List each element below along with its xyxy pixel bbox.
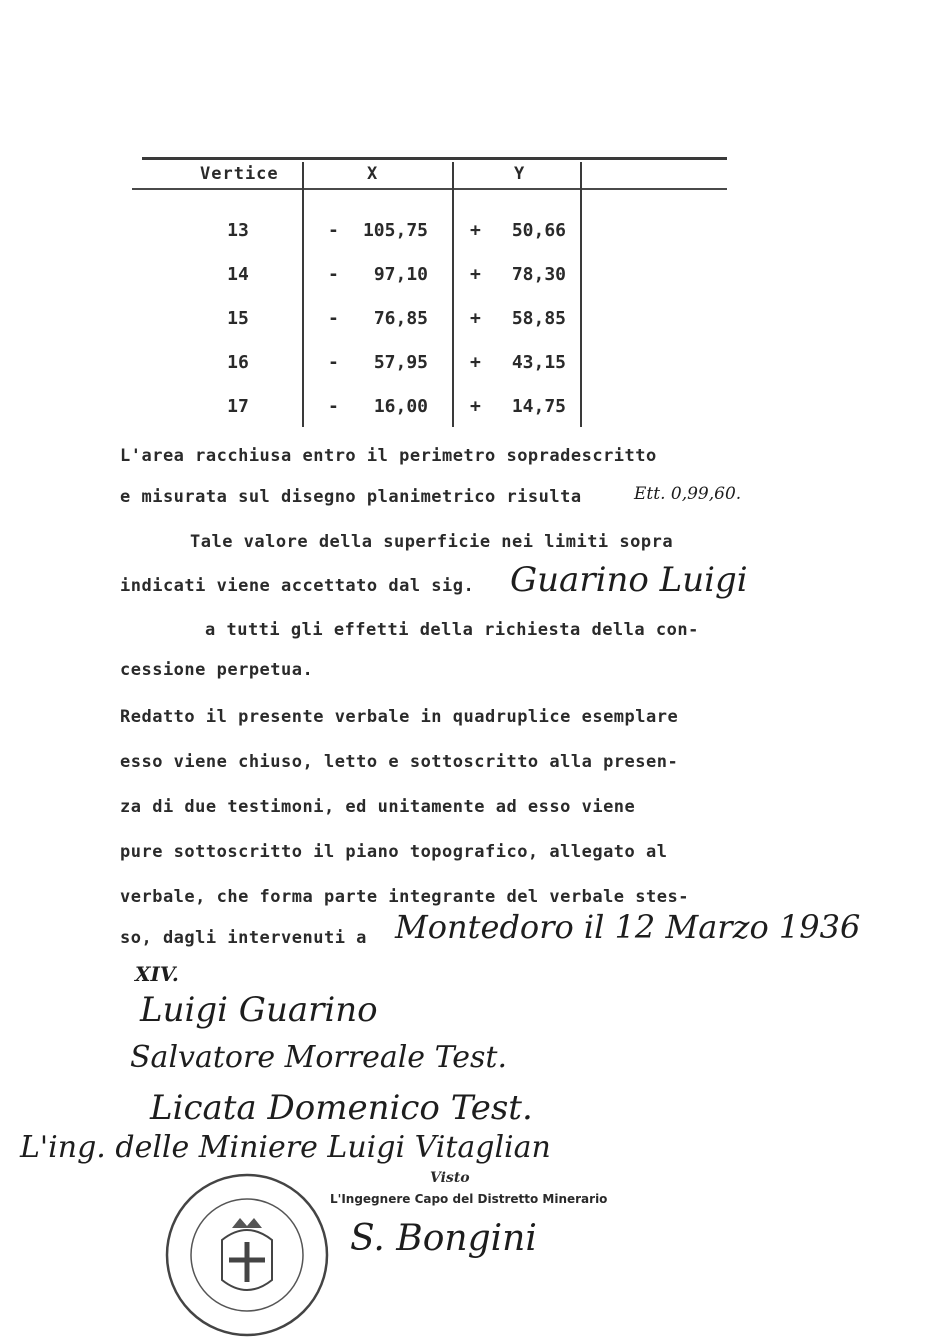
cell-y-sign: + (470, 396, 481, 417)
body-line: pure sottoscritto il piano topografico, allegato al (120, 842, 668, 862)
cell-y-sign: + (470, 352, 481, 373)
engineer-title: L'Ingegnere Capo del Distretto Minerario (330, 1192, 608, 1206)
table-row (142, 220, 727, 260)
cell-vertice: 16 (227, 352, 249, 373)
visto-label: Visto (430, 1170, 470, 1186)
cell-vertice: 15 (227, 308, 249, 329)
cell-x: 76,85 (373, 308, 428, 329)
signature-guarino: Luigi Guarino (140, 990, 378, 1030)
cell-y: 58,85 (511, 308, 566, 329)
cell-x-sign: - (328, 352, 339, 373)
cell-y: 14,75 (511, 396, 566, 417)
cell-x-sign: - (328, 220, 339, 241)
cell-y-sign: + (470, 264, 481, 285)
cell-x: 57,95 (373, 352, 428, 373)
cell-x: 97,10 (373, 264, 428, 285)
signature-bongini: S. Bongini (350, 1218, 537, 1259)
cell-vertice: 13 (227, 220, 249, 241)
handwritten-area-value: Ett. 0,99,60. (634, 484, 742, 504)
body-line: e misurata sul disegno planimetrico risulta (120, 487, 582, 507)
body-line: Tale valore della superficie nei limiti sopra (190, 532, 674, 552)
header-y: Y (514, 164, 526, 184)
header-vertice: Vertice (200, 164, 279, 184)
cell-vertice: 17 (227, 396, 249, 417)
body-line: a tutti gli effetti della richiesta della con- (205, 620, 699, 640)
cell-x-sign: - (328, 396, 339, 417)
cell-x-sign: - (328, 308, 339, 329)
cell-y-sign: + (470, 220, 481, 241)
cell-y: 43,15 (511, 352, 566, 373)
cell-vertice: 14 (227, 264, 249, 285)
handwritten-name: Guarino Luigi (510, 560, 748, 600)
signature-morreale: Salvatore Morreale Test. (130, 1040, 508, 1075)
body-line: so, dagli intervenuti a (120, 928, 367, 948)
signature-vitaglian: L'ing. delle Miniere Luigi Vitaglian (20, 1130, 551, 1165)
cell-y-sign: + (470, 308, 481, 329)
body-line: indicati viene accettato dal sig. (120, 576, 475, 596)
cell-x: 16,00 (373, 396, 428, 417)
handwritten-place-date: Montedoro il 12 Marzo 1936 (395, 908, 861, 946)
handwritten-year-roman: XIV. (135, 962, 179, 986)
body-line: verbale, che forma parte integrante del verbale stes- (120, 887, 689, 907)
cell-x: 105,75 (362, 220, 428, 241)
table-header-rule (132, 188, 727, 190)
table-row (142, 396, 727, 436)
body-line: Redatto il presente verbale in quadruplice esemplare (120, 707, 679, 727)
body-line: L'area racchiusa entro il perimetro sopradescritto (120, 446, 657, 466)
table-row (142, 264, 727, 304)
body-line: za di due testimoni, ed unitamente ad esso viene (120, 797, 636, 817)
signature-licata: Licata Domenico Test. (150, 1088, 533, 1128)
table-row (142, 308, 727, 348)
table-row (142, 352, 727, 392)
table-top-rule (142, 157, 727, 160)
body-line: esso viene chiuso, letto e sottoscritto alla presen- (120, 752, 679, 772)
header-x: X (367, 164, 379, 184)
body-line: cessione perpetua. (120, 660, 314, 680)
cell-y: 78,30 (511, 264, 566, 285)
cell-x-sign: - (328, 264, 339, 285)
cell-y: 50,66 (511, 220, 566, 241)
official-seal-icon (162, 1170, 332, 1340)
